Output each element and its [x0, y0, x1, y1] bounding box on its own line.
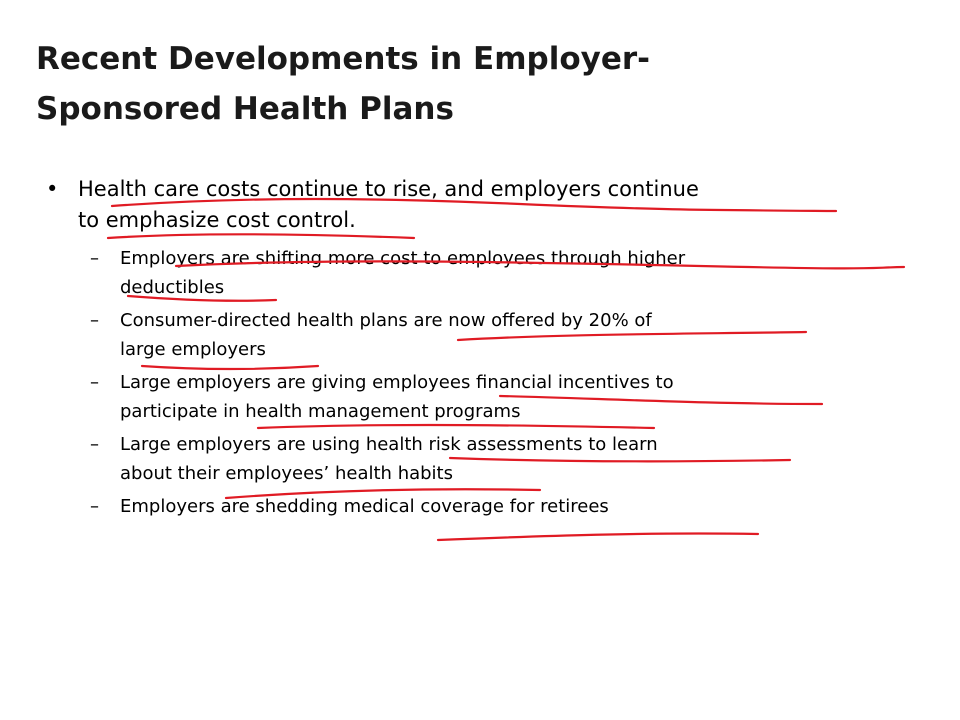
slide-title-line-2: Sponsored Health Plans	[36, 91, 454, 127]
bullet-marker: •	[46, 177, 59, 201]
sub-bullet-line-2: large employers	[120, 339, 266, 360]
sub-bullet-retiree-coverage	[46, 492, 890, 521]
sub-bullet-risk-assessments	[46, 430, 890, 488]
sub-bullet-consumer-directed	[46, 306, 890, 364]
sub-bullet-line-1: Large employers are giving employees financial incentives to	[120, 372, 674, 393]
sub-bullet-line-1: Employers are shifting more cost to employees through higher	[120, 248, 686, 269]
dash-marker: –	[90, 496, 99, 517]
ink-underline	[438, 533, 758, 540]
dash-marker: –	[90, 310, 99, 331]
sub-bullet-financial-incentives	[46, 368, 890, 426]
main-bullet	[46, 174, 906, 236]
slide-title-line-1: Recent Developments in Employer-	[36, 41, 651, 77]
sub-bullet-cost-shifting	[46, 244, 890, 302]
slide-body	[46, 174, 906, 525]
dash-marker: –	[90, 248, 99, 269]
slide-title	[36, 34, 896, 134]
sub-bullet-line-1: Employers are shedding medical coverage for retirees	[120, 496, 609, 517]
dash-marker: –	[90, 434, 99, 455]
sub-bullet-line-1: Large employers are using health risk assessments to learn	[120, 434, 658, 455]
main-bullet-line-1: Health care costs continue to rise, and employers continue	[78, 177, 699, 201]
sub-bullet-line-2: participate in health management programs	[120, 401, 521, 422]
sub-bullet-line-2: about their employees’ health habits	[120, 463, 453, 484]
sub-bullet-line-2: deductibles	[120, 277, 225, 298]
sub-bullet-line-1: Consumer-directed health plans are now offered by 20% of	[120, 310, 652, 331]
dash-marker: –	[90, 372, 99, 393]
main-bullet-line-2: to emphasize cost control.	[78, 208, 356, 232]
